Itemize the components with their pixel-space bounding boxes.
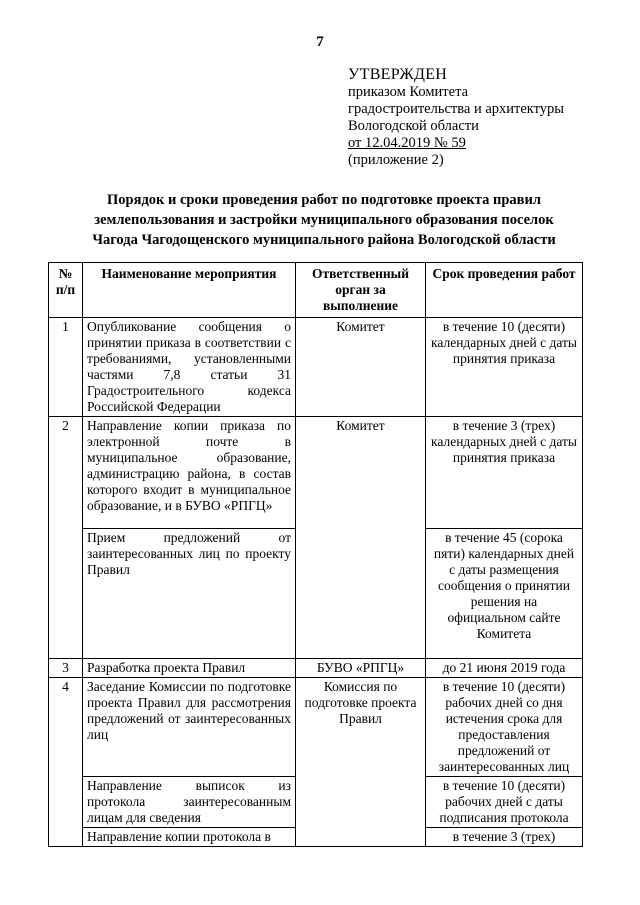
approval-order-number: от 12.04.2019 № 59 (348, 135, 466, 151)
row-term: в течение 10 (десяти) календарных дней с даты принятия приказа (426, 318, 583, 417)
table-header-row (49, 263, 583, 318)
row-term: в течение 10 (десяти) рабочих дней со дня истечения срока для предоставления предложений от заинтересованных лиц (426, 678, 583, 777)
row-name: Опубликование сообщения о принятии приказа в соответствии с требованиями, установленными частями 7,8 статьи 31 Градостроительного кодекса Российской Федерации (83, 318, 296, 417)
row-name: Заседание Комиссии по подготовке проекта Правил для рассмотрения предложений от заинтересованных лиц (83, 678, 296, 777)
row-term: в течение 10 (десяти) рабочих дней с даты подписания протокола (426, 777, 583, 828)
row-num: 2 (49, 417, 83, 659)
row-num: 4 (49, 678, 83, 847)
row-name: Прием предложений от заинтересованных лиц по проекту Правил (83, 529, 296, 659)
row-name: Направление копии приказа по электронной почте в муниципальное образование, администрацию района, в состав которого входит в муниципальное образование, и в БУВО «РПГЦ» (83, 417, 296, 529)
row-org: БУВО «РПГЦ» (296, 659, 426, 678)
row-name: Разработка проекта Правил (83, 659, 296, 678)
approval-line-1: приказом Комитета (348, 84, 469, 100)
table-row (49, 417, 583, 529)
approval-line-2: градостроительства и архитектуры (348, 101, 565, 117)
page-number: 7 (316, 34, 324, 50)
title-line-1: Порядок и сроки проведения работ по подготовке проекта правил (107, 192, 541, 208)
row-term: в течение 3 (трех) (426, 828, 583, 847)
header-org: Ответственный орган за выполнение (296, 263, 426, 318)
approval-heading: УТВЕРЖДЕН (348, 66, 448, 83)
header-name: Наименование мероприятия (83, 263, 296, 318)
document-title (58, 190, 590, 250)
row-term: до 21 июня 2019 года (426, 659, 583, 678)
row-num: 3 (49, 659, 83, 678)
row-term: в течение 45 (сорока пяти) календарных дней с даты размещения сообщения о принятии решения на официальном сайте Комитета (426, 529, 583, 659)
header-term: Срок проведения работ (426, 263, 583, 318)
row-name: Направление выписок из протокола заинтересованным лицам для сведения (83, 777, 296, 828)
row-num: 1 (49, 318, 83, 417)
header-num: № п/п (49, 263, 83, 318)
row-name: Направление копии протокола в (83, 828, 296, 847)
schedule-table (48, 262, 583, 847)
row-org: Комиссия по подготовке проекта Правил (296, 678, 426, 847)
row-term: в течение 3 (трех) календарных дней с даты принятия приказа (426, 417, 583, 529)
table-row (49, 318, 583, 417)
approval-line-3: Вологодской области (348, 118, 479, 134)
approval-block (348, 66, 618, 169)
row-org: Комитет (296, 318, 426, 417)
row-org: Комитет (296, 417, 426, 659)
title-line-2: землепользования и застройки муниципального образования поселок (94, 212, 554, 228)
title-line-3: Чагода Чагодощенского муниципального района Вологодской области (92, 232, 556, 248)
table-row (49, 659, 583, 678)
approval-appendix: (приложение 2) (348, 152, 444, 168)
table-row (49, 678, 583, 777)
